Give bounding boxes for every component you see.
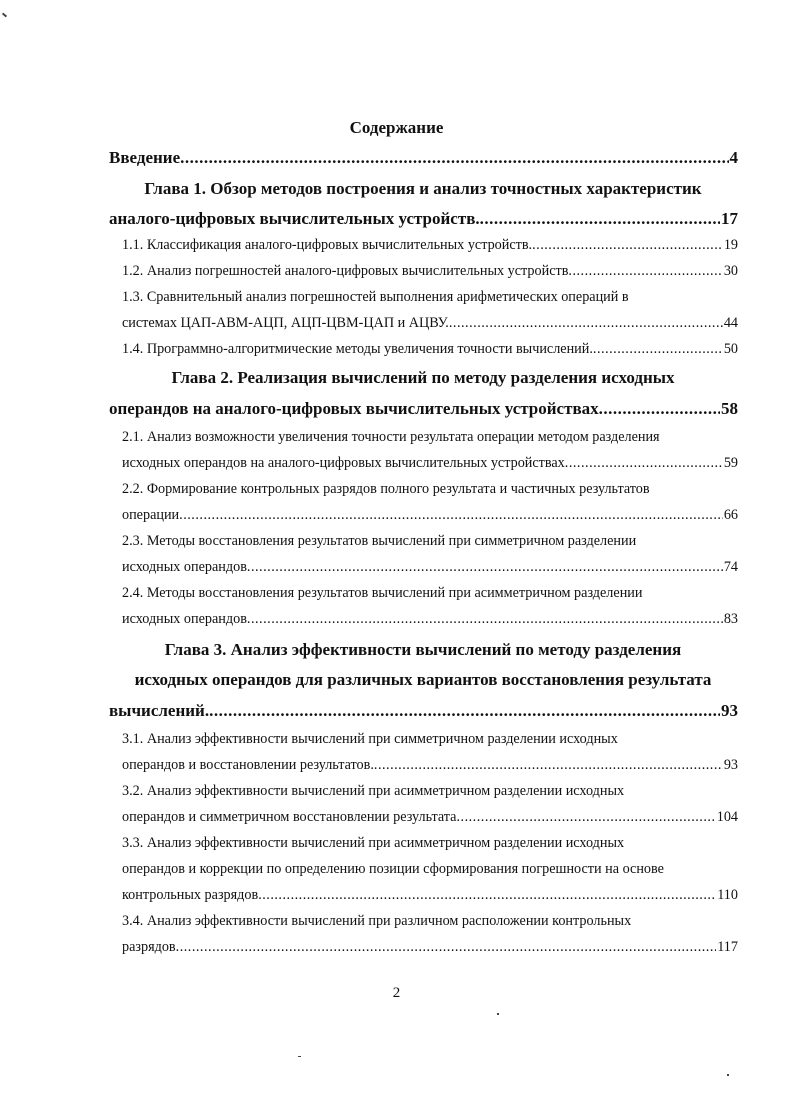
entry-label: 1.1. Классификация аналого-цифровых вычислительных устройств. [122, 237, 533, 253]
chapter-2-heading-cont[interactable] [109, 399, 738, 421]
entry-label: аналого-цифровых вычислительных устройств. [109, 209, 480, 228]
dot-leader [599, 399, 720, 419]
entry-label: Введение [109, 148, 181, 167]
toc-entry-1-2[interactable] [122, 263, 738, 285]
dot-leader [374, 757, 723, 774]
chapter-3-heading-cont[interactable]: исходных операндов для различных вариантов восстановления результата [134, 670, 712, 689]
dot-leader [258, 887, 716, 904]
scan-speck [727, 1074, 729, 1076]
entry-label: 1.2. Анализ погрешностей аналого-цифровых вычислительных устройств [122, 263, 569, 279]
chapter-3-heading[interactable]: Глава 3. Анализ эффективности вычислений по методу разделения [164, 640, 682, 659]
toc-entry-intro[interactable] [109, 148, 738, 170]
page-ref: 117 [717, 939, 738, 955]
toc-entry-3-3-end[interactable] [122, 887, 738, 909]
scan-speck [497, 1013, 499, 1015]
page-ref: 44 [723, 315, 738, 331]
dot-leader [247, 611, 723, 628]
page-ref: 104 [716, 809, 738, 825]
page-ref: 83 [723, 611, 738, 627]
toc-entry-2-2[interactable]: 2.2. Формирование контрольных разрядов полного результата и частичных результатов [122, 481, 650, 497]
entry-label: системах ЦАП-АВМ-АЦП, АЦП-ЦВМ-ЦАП и АЦВУ. [122, 315, 449, 331]
dot-leader [247, 559, 723, 576]
toc-entry-2-2-cont[interactable] [122, 507, 738, 529]
chapter-3-heading-end[interactable] [109, 701, 738, 723]
chapter-2-heading[interactable]: Глава 2. Реализация вычислений по методу разделения исходных [171, 368, 675, 387]
toc-entry-2-1[interactable]: 2.1. Анализ возможности увеличения точности результата операции методом разделения [122, 429, 660, 445]
dot-leader [209, 701, 720, 721]
toc-entry-1-3[interactable]: 1.3. Сравнительный анализ погрешностей выполнения арифметических операций в [122, 289, 629, 305]
toc-entry-3-4[interactable]: 3.4. Анализ эффективности вычислений при различном расположении контрольных [122, 913, 632, 929]
entry-label: исходных операндов [122, 611, 247, 627]
entry-label: вычислений. [109, 701, 210, 720]
chapter-1-heading-cont[interactable] [109, 209, 738, 231]
scan-speck [298, 1056, 301, 1057]
page-ref: 93 [723, 757, 738, 773]
page-ref: 17 [721, 209, 738, 228]
page-ref: 74 [723, 559, 738, 575]
page-ref: 110 [717, 887, 738, 903]
page-ref: 30 [723, 263, 738, 279]
entry-label: исходных операндов [122, 559, 247, 575]
dot-leader [568, 263, 722, 280]
page-ref: 19 [723, 237, 738, 253]
toc-entry-3-3-cont[interactable]: операндов и коррекции по определению позиции сформирования погрешности на основе [122, 861, 664, 877]
entry-label: операндов на аналого-цифровых вычислительных устройствах [109, 399, 599, 418]
toc-entry-2-3-cont[interactable] [122, 559, 738, 581]
page-number: 2 [392, 985, 401, 1001]
chapter-1-heading[interactable]: Глава 1. Обзор методов построения и анализ точностных характеристик [144, 179, 702, 198]
toc-entry-3-4-cont[interactable] [122, 939, 738, 961]
toc-entry-1-4[interactable] [122, 341, 738, 363]
page-ref: 66 [723, 507, 738, 523]
page-ref: 50 [723, 341, 738, 357]
toc-entry-2-3[interactable]: 2.3. Методы восстановления результатов вычислений при симметричном разделении [122, 533, 637, 549]
entry-label: операндов и симметричном восстановлении результата [122, 809, 457, 825]
dot-leader [565, 455, 723, 472]
entry-label: исходных операндов на аналого-цифровых вычислительных устройствах [122, 455, 565, 471]
dot-leader [593, 341, 723, 358]
dot-leader [449, 315, 723, 332]
dot-leader [456, 809, 715, 826]
dot-leader [532, 237, 723, 254]
entry-label: операции [122, 507, 180, 523]
entry-label: контрольных разрядов [122, 887, 259, 903]
page-ref: 93 [721, 701, 738, 720]
toc-entry-3-2[interactable]: 3.2. Анализ эффективности вычислений при асимметричном разделении исходных [122, 783, 625, 799]
scan-speck [2, 13, 7, 18]
toc-title: Содержание [349, 118, 444, 137]
page-ref: 58 [721, 399, 738, 418]
dot-leader [480, 209, 720, 229]
toc-entry-3-2-cont[interactable] [122, 809, 738, 831]
entry-label: операндов и восстановлении результатов. [122, 757, 374, 773]
entry-label: 1.4. Программно-алгоритмические методы увеличения точности вычислений. [122, 341, 593, 357]
toc-entry-1-3-cont[interactable] [122, 315, 738, 337]
page-ref: 4 [729, 148, 738, 167]
entry-label: разрядов [122, 939, 176, 955]
toc-entry-3-3[interactable]: 3.3. Анализ эффективности вычислений при асимметричном разделении исходных [122, 835, 625, 851]
toc-entry-3-1-cont[interactable] [122, 757, 738, 779]
toc-entry-1-1[interactable] [122, 237, 738, 259]
toc-entry-3-1[interactable]: 3.1. Анализ эффективности вычислений при симметричном разделении исходных [122, 731, 618, 747]
toc-entry-2-1-cont[interactable] [122, 455, 738, 477]
dot-leader [180, 148, 728, 168]
toc-entry-2-4[interactable]: 2.4. Методы восстановления результатов вычислений при асимметричном разделении [122, 585, 643, 601]
dot-leader [179, 507, 723, 524]
dot-leader [176, 939, 717, 956]
page-ref: 59 [723, 455, 738, 471]
toc-entry-2-4-cont[interactable] [122, 611, 738, 633]
